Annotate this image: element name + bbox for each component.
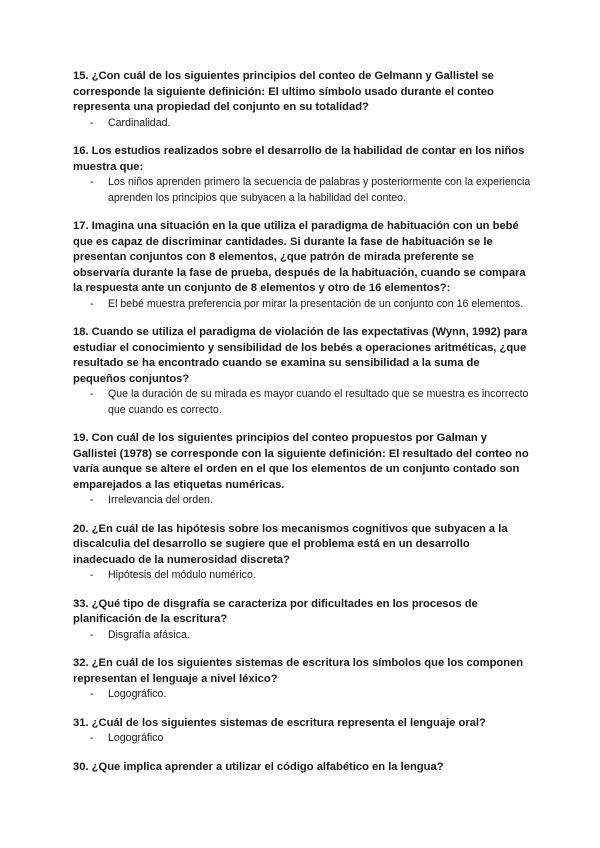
answer-text: Logográfico. (108, 688, 167, 700)
bullet-dash: - (90, 388, 94, 400)
question-item-31 (73, 716, 533, 747)
answer-text: Cardinalidad. (108, 116, 171, 129)
answer-item (73, 116, 533, 132)
question-text: 30. ¿Que implica aprender a utilizar el código alfabético en la lengua? (73, 760, 444, 773)
bullet-dash: - (90, 569, 94, 581)
answer-item (73, 628, 533, 644)
question-text: 33. ¿Qué tipo de disgrafía se caracteriza por dificultades en los procesos de planificación de la escritura? (73, 597, 478, 625)
question-item-17 (73, 219, 533, 312)
document-page (73, 69, 533, 788)
question-text: 18. Cuando se utiliza el paradigma de violación de las expectativas (Wynn, 1992) para estudiar el conocimiento y sensibilidad de los bebés a operaciones aritméticas, ¿que resultado se ha encontrado cuando se examina su sensibilidad a la suma de pequeños conjuntos? (73, 326, 528, 385)
question-text: 17. Imagina una situación en la que utiliza el paradigma de habituación con un bebé que es capaz de discriminar cantidades. Si durante la fase de habituación se le presentan conjuntos con 8 elementos, ¿que patrón de mirada preferente se observaría durante la fase de prueba, después de la habituación, cuando se compara la respuesta ante un conjunto de 8 elementos y otro de 16 elementos?: (73, 220, 526, 294)
question-item-20 (73, 522, 533, 584)
question-text: 15. ¿Con cuál de los siguientes principios del conteo de Gelmann y Gallistel se corresponde la siguiente definición: El ultimo símbolo usado durante el conteo representa una propiedad del conjunto en su totalidad? (73, 70, 494, 113)
answer-item (73, 175, 533, 206)
question-item-19 (73, 431, 533, 509)
answer-item (73, 493, 533, 509)
bullet-dash: - (90, 494, 94, 506)
question-text: 31. ¿Cuál de los siguientes sistemas de escritura representa el lenguaje oral? (73, 716, 486, 729)
question-text: 32. ¿En cuál de los siguientes sistemas de escritura los símbolos que los componen representan el lenguaje a nivel léxico? (73, 657, 524, 685)
answer-text: Que la duración de su mirada es mayor cuando el resultado que se muestra es incorrecto que cuando es correcto. (108, 388, 529, 416)
bullet-dash: - (90, 732, 94, 744)
answer-text: Logográfico (108, 732, 164, 744)
question-item-32 (73, 656, 533, 703)
question-item-16 (73, 144, 533, 206)
bullet-dash: - (90, 176, 94, 188)
bullet-dash: - (90, 297, 94, 310)
question-text: 20. ¿En cuál de las hipótesis sobre los mecanismos cognitivos que subyacen a la discalculia del desarrollo se sugiere que el problema está en un desarrollo inadecuado de la numerosidad discreta? (73, 522, 508, 566)
answer-item (73, 731, 533, 747)
bullet-dash: - (90, 688, 94, 700)
bullet-dash: - (90, 116, 94, 129)
question-item-30 (73, 760, 533, 776)
answer-text: Irrelevancia del orden. (108, 494, 213, 506)
answer-item (73, 687, 533, 703)
question-item-15 (73, 69, 533, 131)
answer-text: Hipótesis del módulo numérico. (108, 569, 256, 581)
answer-text: Los niños aprenden primero la secuencia de palabras y posteriormente con la experiencia aprenden los principios que subyacen a la habilidad del conteo. (108, 176, 531, 204)
answer-text: El bebé muestra preferencia por mirar la presentación de un conjunto con 16 elementos. (108, 297, 524, 310)
bullet-dash: - (90, 628, 94, 641)
answer-item (73, 387, 533, 418)
answer-item (73, 568, 533, 584)
answer-item (73, 297, 533, 313)
question-item-33 (73, 597, 533, 644)
question-item-18 (73, 325, 533, 418)
answer-text: Disgrafía afásica. (108, 628, 190, 641)
question-text: 19. Con cuál de los siguientes principios del conteo propuestos por Galman y Gallistei (1978) se corresponde con la siguiente definición: El resultado del conteo no varía aunque se altere el orden en el que los elementos de un conjunto contado son emparejados a las etiquetas numéricas. (73, 432, 529, 491)
question-text: 16. Los estudios realizados sobre el desarrollo de la habilidad de contar en los niños muestra que: (73, 145, 525, 173)
